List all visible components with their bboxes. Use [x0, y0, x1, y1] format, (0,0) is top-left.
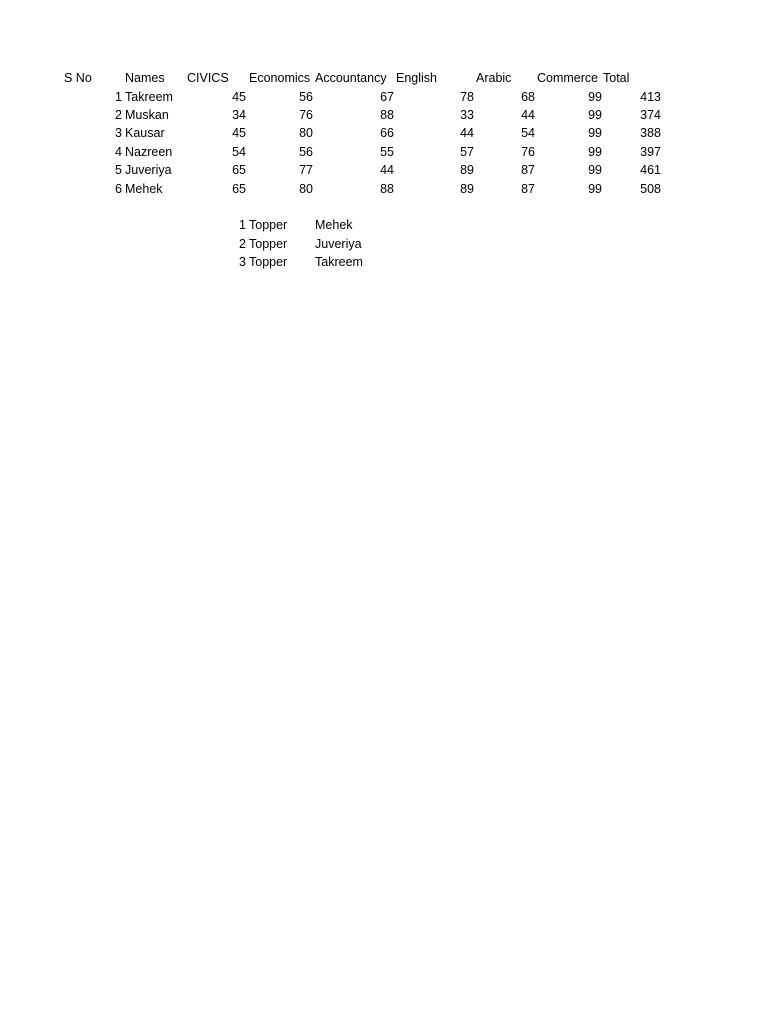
table-row-economics: 76	[299, 108, 313, 122]
header-names: Names	[125, 71, 165, 85]
table-row-accountancy: 66	[380, 126, 394, 140]
table-row-commerce: 99	[588, 108, 602, 122]
table-row-commerce: 99	[588, 90, 602, 104]
table-row-arabic: 68	[521, 90, 535, 104]
table-row-english: 89	[460, 182, 474, 196]
table-row-total: 413	[640, 90, 661, 104]
table-row-commerce: 99	[588, 182, 602, 196]
topper-name: Mehek	[315, 218, 353, 232]
table-row-name: Mehek	[125, 182, 163, 196]
header-arabic: Arabic	[476, 71, 512, 85]
table-row-economics: 80	[299, 182, 313, 196]
table-row-name: Nazreen	[125, 145, 173, 159]
topper-label: Topper	[249, 218, 288, 232]
header-total: Total	[603, 71, 630, 85]
table-row-economics: 56	[299, 90, 313, 104]
table-row-total: 397	[640, 145, 661, 159]
table-row-total: 388	[640, 126, 661, 140]
table-row-english: 33	[460, 108, 474, 122]
table-row-sno: 2	[115, 108, 122, 122]
table-row-arabic: 76	[521, 145, 535, 159]
topper-rank: 3	[239, 255, 246, 269]
table-row-sno: 3	[115, 126, 122, 140]
table-row-english: 57	[460, 145, 474, 159]
header-commerce: Commerce	[537, 71, 599, 85]
table-row-accountancy: 44	[380, 163, 394, 177]
table-row-civics: 45	[232, 90, 246, 104]
table-row-sno: 6	[115, 182, 122, 196]
table-row-accountancy: 67	[380, 90, 394, 104]
header-accountancy: Accountancy	[315, 71, 387, 85]
table-row-name: Kausar	[125, 126, 165, 140]
table-row-civics: 65	[232, 163, 246, 177]
table-row-economics: 56	[299, 145, 313, 159]
table-row-total: 374	[640, 108, 661, 122]
table-row-civics: 34	[232, 108, 246, 122]
topper-rank: 1	[239, 218, 246, 232]
table-row-total: 461	[640, 163, 661, 177]
table-row-sno: 4	[115, 145, 122, 159]
table-row-english: 44	[460, 126, 474, 140]
table-row-economics: 80	[299, 126, 313, 140]
table-row-total: 508	[640, 182, 661, 196]
table-row-commerce: 99	[588, 163, 602, 177]
table-row-sno: 1	[115, 90, 122, 104]
header-civics: CIVICS	[187, 71, 229, 85]
topper-label: Topper	[249, 255, 288, 269]
table-row-commerce: 99	[588, 126, 602, 140]
table-row-arabic: 44	[521, 108, 535, 122]
topper-name: Takreem	[315, 255, 363, 269]
table-row-arabic: 87	[521, 182, 535, 196]
table-row-name: Takreem	[125, 90, 173, 104]
topper-name: Juveriya	[315, 237, 362, 251]
table-row-arabic: 54	[521, 126, 535, 140]
table-row-economics: 77	[299, 163, 313, 177]
table-row-accountancy: 88	[380, 108, 394, 122]
table-row-english: 78	[460, 90, 474, 104]
table-row-accountancy: 88	[380, 182, 394, 196]
table-row-commerce: 99	[588, 145, 602, 159]
table-row-name: Juveriya	[125, 163, 172, 177]
header-sno: S No	[64, 71, 92, 85]
topper-label: Topper	[249, 237, 288, 251]
table-row-civics: 65	[232, 182, 246, 196]
table-row-accountancy: 55	[380, 145, 394, 159]
table-row-civics: 54	[232, 145, 246, 159]
topper-rank: 2	[239, 237, 246, 251]
table-row-civics: 45	[232, 126, 246, 140]
table-row-sno: 5	[115, 163, 122, 177]
table-row-name: Muskan	[125, 108, 169, 122]
table-row-arabic: 87	[521, 163, 535, 177]
table-row-english: 89	[460, 163, 474, 177]
header-english: English	[396, 71, 437, 85]
header-economics: Economics	[249, 71, 311, 85]
